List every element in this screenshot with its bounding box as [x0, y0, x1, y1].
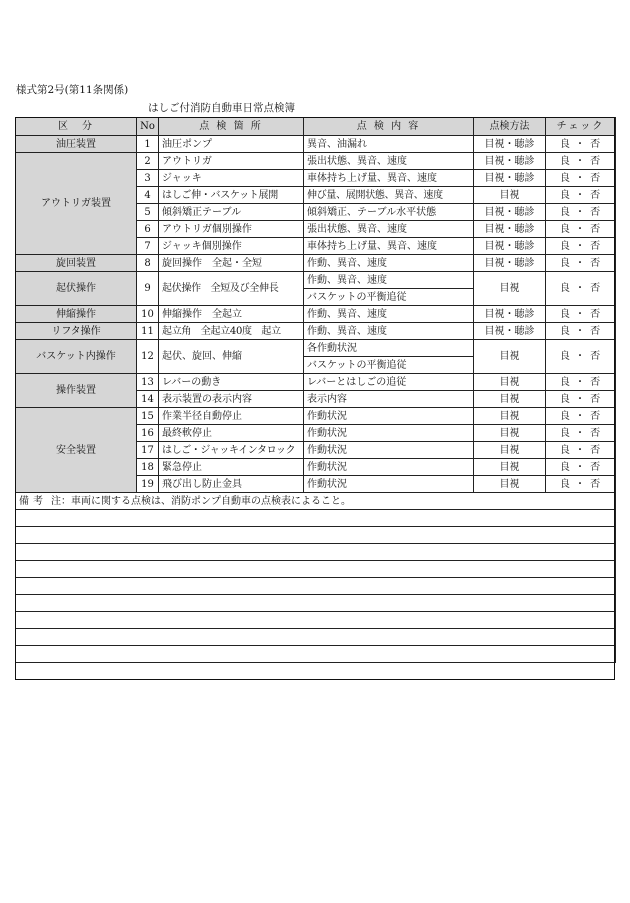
inspection-content: 伸び量、展開状態、異音、速度	[304, 187, 474, 204]
check-field[interactable]: 良 ・ 否	[546, 459, 616, 476]
remarks-line[interactable]	[16, 544, 616, 561]
inspection-method: 目視	[474, 272, 546, 306]
row-number: 16	[137, 425, 159, 442]
remarks-blank-line[interactable]	[16, 561, 616, 578]
check-field[interactable]: 良 ・ 否	[546, 170, 616, 187]
row-number: 9	[137, 272, 159, 306]
inspection-method: 目視・聴診	[474, 221, 546, 238]
inspection-location: 表示装置の表示内容	[159, 391, 304, 408]
document-title: はしご付消防自動車日常点検簿	[148, 102, 295, 114]
remarks-note: 注：車両に関する点検は、消防ポンプ自動車の点検表によること。	[51, 495, 351, 507]
inspection-method: 目視	[474, 442, 546, 459]
category-cell: バスケット内操作	[16, 340, 137, 374]
check-field[interactable]: 良 ・ 否	[546, 153, 616, 170]
inspection-location: 飛び出し防止金具	[159, 476, 304, 493]
check-field[interactable]: 良 ・ 否	[546, 187, 616, 204]
remarks-blank-line[interactable]	[16, 527, 616, 544]
inspection-location: 伸縮操作 全起立	[159, 306, 304, 323]
check-field[interactable]: 良 ・ 否	[546, 476, 616, 493]
inspection-content: バスケットの平衡追従	[304, 289, 474, 306]
inspection-method: 目視	[474, 476, 546, 493]
inspection-method: 目視・聴診	[474, 136, 546, 153]
header-category: 区 分	[16, 118, 137, 136]
inspection-method: 目視	[474, 391, 546, 408]
check-field[interactable]: 良 ・ 否	[546, 340, 616, 374]
inspection-method: 目視・聴診	[474, 204, 546, 221]
remarks-blank-line[interactable]	[16, 629, 616, 646]
header-no: No	[137, 118, 159, 136]
row-number: 12	[137, 340, 159, 374]
category-cell: 操作装置	[16, 374, 137, 408]
check-field[interactable]: 良 ・ 否	[546, 238, 616, 255]
remarks-blank-line[interactable]	[16, 612, 616, 629]
check-field[interactable]: 良 ・ 否	[546, 442, 616, 459]
inspection-content: 張出状態、異音、速度	[304, 153, 474, 170]
inspection-location: 油圧ポンプ	[159, 136, 304, 153]
row-number: 15	[137, 408, 159, 425]
form-number-label: 様式第2号(第11条関係)	[16, 84, 129, 96]
check-field[interactable]: 良 ・ 否	[546, 204, 616, 221]
inspection-location: 傾斜矯正テーブル	[159, 204, 304, 221]
remarks-line[interactable]	[16, 629, 616, 646]
table-row	[16, 136, 616, 153]
header-location: 点 検 箇 所	[159, 118, 304, 136]
remarks-blank-line[interactable]	[16, 578, 616, 595]
row-number: 8	[137, 255, 159, 272]
inspection-location: 緊急停止	[159, 459, 304, 476]
row-number: 19	[137, 476, 159, 493]
inspection-location: 旋回操作 全起・全短	[159, 255, 304, 272]
table-header-row	[16, 118, 616, 136]
category-cell: 起伏操作	[16, 272, 137, 306]
inspection-method: 目視・聴診	[474, 255, 546, 272]
inspection-method: 目視	[474, 340, 546, 374]
row-number: 2	[137, 153, 159, 170]
category-cell: 伸縮操作	[16, 306, 137, 323]
row-number: 1	[137, 136, 159, 153]
table-row	[16, 408, 616, 425]
remarks-blank-line[interactable]	[16, 510, 616, 527]
inspection-method: 目視・聴診	[474, 323, 546, 340]
category-cell: 安全装置	[16, 408, 137, 493]
inspection-location: アウトリガ個別操作	[159, 221, 304, 238]
row-number: 6	[137, 221, 159, 238]
inspection-method: 目視	[474, 374, 546, 391]
inspection-content: 作動、異音、速度	[304, 323, 474, 340]
inspection-location: はしご伸・バスケット展開	[159, 187, 304, 204]
table-row	[16, 255, 616, 272]
category-cell: 旋回装置	[16, 255, 137, 272]
inspection-content: 作動状況	[304, 459, 474, 476]
remarks-line[interactable]	[16, 561, 616, 578]
header-check: チェック	[546, 118, 616, 136]
remarks-blank-line[interactable]	[16, 595, 616, 612]
inspection-method: 目視・聴診	[474, 170, 546, 187]
category-cell: リフタ操作	[16, 323, 137, 340]
row-number: 14	[137, 391, 159, 408]
row-number: 7	[137, 238, 159, 255]
inspection-table	[15, 117, 616, 663]
inspection-content: 作動状況	[304, 425, 474, 442]
remarks-line[interactable]	[16, 612, 616, 629]
inspection-method: 目視	[474, 459, 546, 476]
remarks-line[interactable]	[16, 527, 616, 544]
check-field[interactable]: 良 ・ 否	[546, 425, 616, 442]
remarks-label: 備考	[19, 495, 47, 507]
table-row	[16, 374, 616, 391]
inspection-location: 最終軟停止	[159, 425, 304, 442]
inspection-content: 作動、異音、速度	[304, 306, 474, 323]
inspection-content: バスケットの平衡追従	[304, 357, 474, 374]
inspection-content: 作動、異音、速度	[304, 272, 474, 289]
check-field[interactable]: 良 ・ 否	[546, 272, 616, 306]
check-field[interactable]: 良 ・ 否	[546, 306, 616, 323]
inspection-content: 各作動状況	[304, 340, 474, 357]
inspection-content: 作動状況	[304, 476, 474, 493]
inspection-method: 目視	[474, 425, 546, 442]
inspection-content: 異音、油漏れ	[304, 136, 474, 153]
inspection-content: レバーとはしごの追従	[304, 374, 474, 391]
row-number: 11	[137, 323, 159, 340]
check-field[interactable]: 良 ・ 否	[546, 255, 616, 272]
check-field[interactable]: 良 ・ 否	[546, 136, 616, 153]
row-number: 10	[137, 306, 159, 323]
inspection-location: ジャッキ	[159, 170, 304, 187]
inspection-content: 表示内容	[304, 391, 474, 408]
check-field[interactable]: 良 ・ 否	[546, 408, 616, 425]
table-row	[16, 340, 616, 357]
inspection-method: 目視・聴診	[474, 238, 546, 255]
check-field[interactable]: 良 ・ 否	[546, 221, 616, 238]
row-number: 4	[137, 187, 159, 204]
table-row	[16, 306, 616, 323]
inspection-location: アウトリガ	[159, 153, 304, 170]
row-number: 13	[137, 374, 159, 391]
inspection-location: ジャッキ個別操作	[159, 238, 304, 255]
inspection-content: 傾斜矯正、テーブル水平状態	[304, 204, 474, 221]
remarks-blank-line[interactable]	[16, 544, 616, 561]
inspection-location: 作業半径自動停止	[159, 408, 304, 425]
header-content: 点 検 内 容	[304, 118, 474, 136]
row-number: 5	[137, 204, 159, 221]
inspection-location: レバーの動き	[159, 374, 304, 391]
remarks-blank-line[interactable]	[16, 646, 616, 663]
inspection-location: 起伏、旋回、伸縮	[159, 340, 304, 374]
check-field[interactable]: 良 ・ 否	[546, 374, 616, 391]
inspection-location: 起伏操作 全短及び全伸長	[159, 272, 304, 306]
row-number: 18	[137, 459, 159, 476]
remarks-line[interactable]	[16, 646, 616, 663]
check-field[interactable]: 良 ・ 否	[546, 323, 616, 340]
inspection-table-wrap	[15, 117, 615, 663]
check-field[interactable]: 良 ・ 否	[546, 391, 616, 408]
inspection-content: 張出状態、異音、速度	[304, 221, 474, 238]
inspection-content: 作動状況	[304, 442, 474, 459]
inspection-location: 起立角 全起立40度 起立	[159, 323, 304, 340]
remarks-line[interactable]	[16, 510, 616, 527]
inspection-location: はしご・ジャッキインタロック	[159, 442, 304, 459]
inspection-method: 目視・聴診	[474, 153, 546, 170]
inspection-content: 作動、異音、速度	[304, 255, 474, 272]
inspection-content: 作動状況	[304, 408, 474, 425]
category-cell: アウトリガ装置	[16, 153, 137, 255]
row-number: 3	[137, 170, 159, 187]
inspection-content: 車体持ち上げ量、異音、速度	[304, 238, 474, 255]
table-row	[16, 323, 616, 340]
table-row	[16, 272, 616, 289]
remarks-row	[16, 493, 616, 510]
inspection-method: 目視・聴診	[474, 306, 546, 323]
remarks-line[interactable]	[16, 578, 616, 595]
header-method: 点検方法	[474, 118, 546, 136]
inspection-method: 目視	[474, 187, 546, 204]
inspection-method: 目視	[474, 408, 546, 425]
remarks-line[interactable]	[16, 595, 616, 612]
table-row	[16, 153, 616, 170]
row-number: 17	[137, 442, 159, 459]
category-cell: 油圧装置	[16, 136, 137, 153]
inspection-content: 車体持ち上げ量、異音、速度	[304, 170, 474, 187]
remarks-header	[16, 493, 616, 510]
